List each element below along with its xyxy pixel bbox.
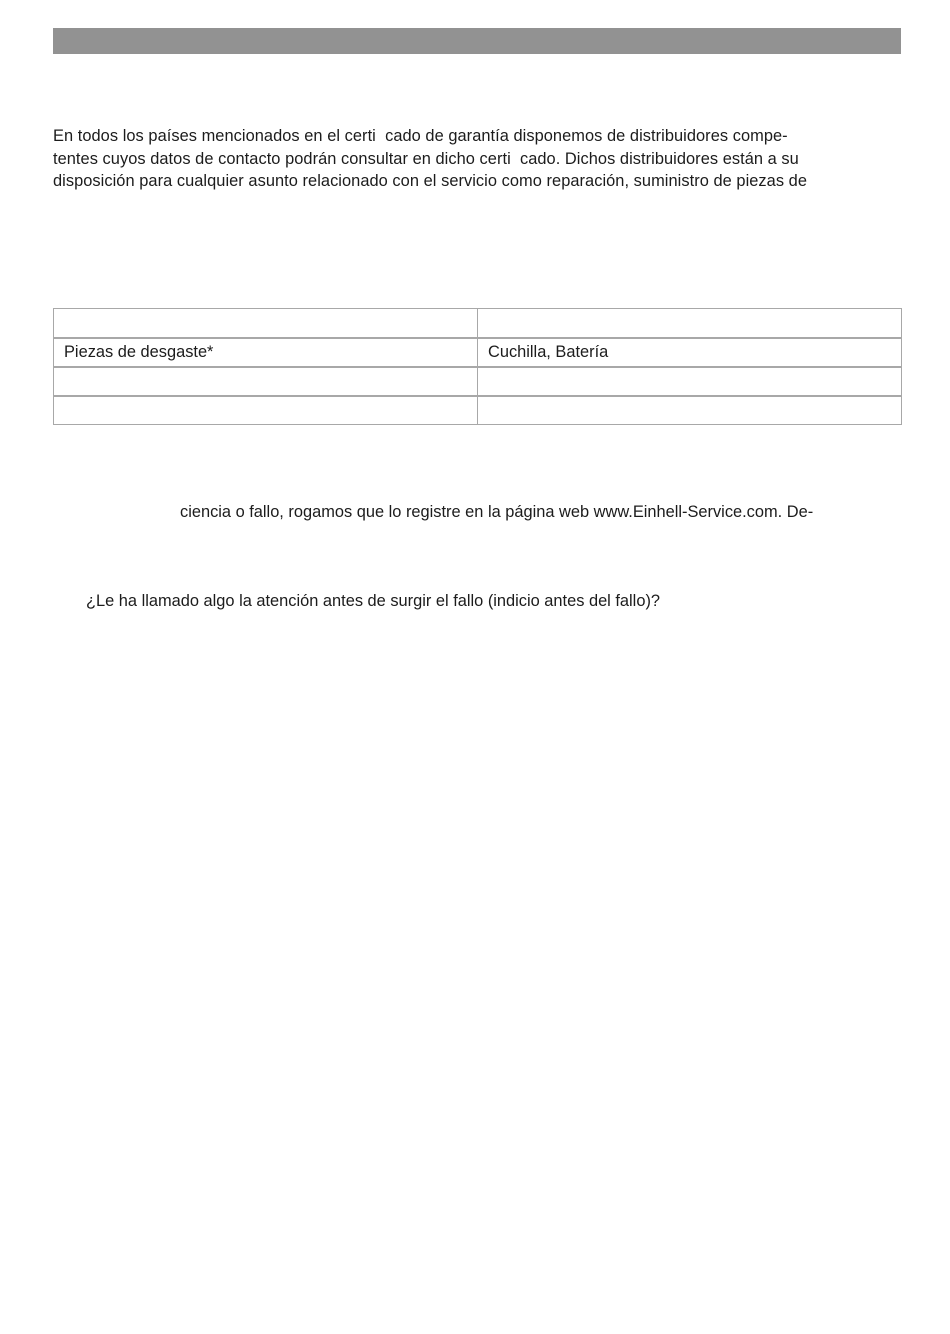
header-bar: [53, 28, 901, 54]
wear-parts-value: Cuchilla, Batería: [478, 338, 902, 367]
question-text: ¿Le ha llamado algo la atención antes de surgir el fallo (indicio antes del fallo)?: [86, 592, 661, 610]
table-row: [54, 367, 902, 396]
table-cell: [54, 367, 478, 396]
parts-table: [53, 308, 902, 425]
intro-line: disposición para cualquier asunto relacionado con el servicio como reparación, suministro de piezas de: [53, 172, 808, 190]
table-row: [54, 338, 902, 367]
intro-paragraph: [53, 125, 913, 193]
table-cell: [478, 396, 902, 425]
table-row: [54, 396, 902, 425]
service-text: ciencia o fallo, rogamos que lo registre en la página web www.Einhell-Service.com. De-: [180, 503, 814, 521]
table-cell: [54, 396, 478, 425]
table-cell: [478, 309, 902, 338]
intro-line: En todos los países mencionados en el certi cado de garantía disponemos de distribuidores compe-: [53, 127, 788, 145]
table-row: [54, 309, 902, 338]
wear-parts-label: Piezas de desgaste*: [54, 338, 478, 367]
table-cell: [478, 367, 902, 396]
intro-line: tentes cuyos datos de contacto podrán consultar en dicho certi cado. Dichos distribuidores están a su: [53, 149, 799, 168]
table-cell: [54, 309, 478, 338]
